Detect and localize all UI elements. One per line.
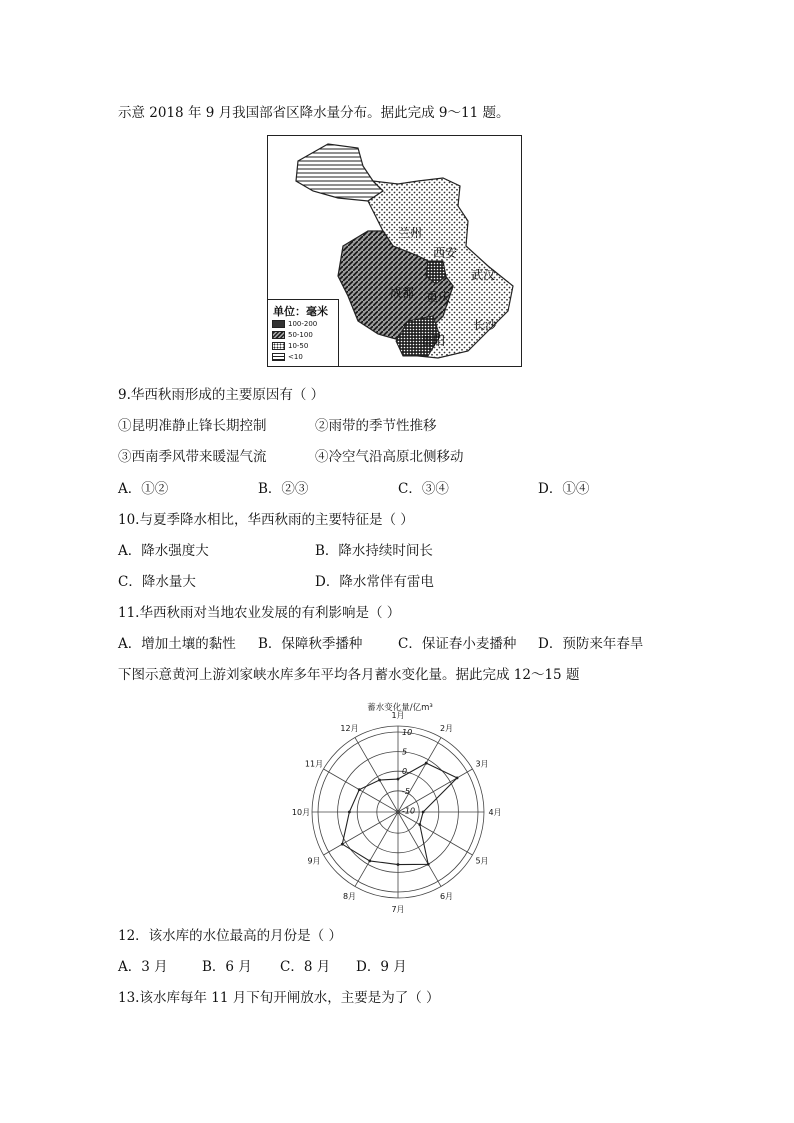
q11-option-c: C．保证春小麦播种 [398,636,517,652]
month-label: 11月 [304,759,324,769]
data-point [422,811,425,814]
legend-title: 单位：毫米 [273,305,328,318]
data-point [425,762,428,765]
data-point [456,776,459,779]
legend-label: <10 [288,353,303,361]
legend-item [272,342,308,350]
q9-option-a: A．①② [118,481,169,497]
city-xian: 西安 [433,246,458,260]
q10-option-d: D．降水常伴有雷电 [315,574,434,590]
tick-label: 5 [402,747,408,757]
q11-stem: 11.华西秋雨对当地农业发展的有利影响是（ ） [118,605,401,621]
legend-label: 10-50 [288,342,309,350]
month-label: 4月 [488,808,502,817]
zone-lt10 [296,144,383,201]
intro-12-15: 下图示意黄河上游刘家峡水库多年平均各月蓄水变化量。据此完成 12～15 题 [118,667,580,683]
spoke [355,812,398,886]
tick-label: 10 [402,728,413,737]
polar-svg [291,700,505,914]
legend-label: 50-100 [288,331,313,339]
legend-label: 100-200 [288,320,318,328]
q12-option-c: C．8 月 [280,959,331,975]
data-point [341,843,344,846]
city-guiyang: 贵阳 [421,334,446,348]
q9-stem: 9.华西秋雨形成的主要原因有（ ） [118,387,325,403]
chart-title: 蓄水变化量/亿m³ [367,703,433,713]
month-label: 3月 [475,759,489,769]
spoke [324,769,398,812]
spoke [355,738,398,812]
data-point [397,778,400,781]
precipitation-map [267,135,522,367]
q10-stem: 10.与夏季降水相比，华西秋雨的主要特征是（ ） [118,512,414,528]
city-changsha: 长沙 [473,318,498,332]
q10-option-b: B．降水持续时间长 [315,543,433,559]
legend-item [272,331,313,339]
legend-item [272,320,317,328]
month-label: 5月 [475,856,489,866]
data-point [368,860,371,863]
q11-option-d: D．预防来年春旱 [538,636,644,652]
q10-option-c: C．降水量大 [118,574,196,590]
tick-label: -10 [402,806,416,816]
series-line [342,763,457,864]
q9-item-4: ④冷空气沿高原北侧移动 [315,449,464,465]
q9-option-c: C．③④ [398,481,449,497]
q12-option-a: A．3 月 [118,959,168,975]
q10-option-a: A．降水强度大 [118,543,209,559]
tick-label: 0 [402,767,408,777]
month-label: 1月 [391,711,405,720]
data-point [397,863,400,866]
q12-option-d: D．9 月 [356,959,407,975]
month-label: 9月 [307,856,321,866]
q9-item-1: ①昆明准静止锋长期控制 [118,418,267,434]
q11-option-b: B．保障秋季播种 [258,636,363,652]
data-point [418,823,421,826]
month-label: 10月 [291,808,311,817]
data-point [348,811,351,814]
month-label: 7月 [391,905,405,914]
tick-label: -5 [402,786,410,796]
reservoir-polar-chart [291,700,505,914]
q9-item-2: ②雨带的季节性推移 [315,418,437,434]
legend-item [272,353,303,361]
city-wuhan: 武汉 [471,268,496,282]
data-point [427,863,430,866]
city-chengdu: 成都 [390,286,415,300]
spoke [398,812,441,886]
month-label: 12月 [340,723,359,733]
month-label: 6月 [439,892,454,902]
data-point [358,788,361,791]
data-point [378,779,381,782]
spoke [324,812,398,855]
q9-item-3: ③西南季风带来暖湿气流 [118,449,267,465]
legend-swatch [272,320,285,328]
spoke [398,812,472,855]
month-label: 2月 [439,723,454,733]
q9-option-b: B．②③ [258,481,309,497]
q9-option-d: D．①④ [538,481,590,497]
map-legend [268,299,339,366]
q12-stem: 12．该水库的水位最高的月份是（ ） [118,928,342,944]
legend-swatch [272,342,285,350]
city-chongqing: 重庆 [426,290,451,304]
intro-9-11: 示意 2018 年 9 月我国部省区降水量分布。据此完成 9～11 题。 [118,105,510,121]
q13-stem: 13.该水库每年 11 月下旬开闸放水，主要是为了（ ） [118,990,440,1006]
month-label: 8月 [342,892,357,902]
legend-swatch [272,331,285,339]
q11-option-a: A．增加土壤的黏性 [118,636,236,652]
city-lanzhou: 兰州 [398,226,423,240]
q12-option-b: B．6 月 [202,959,252,975]
legend-swatch [272,353,285,361]
